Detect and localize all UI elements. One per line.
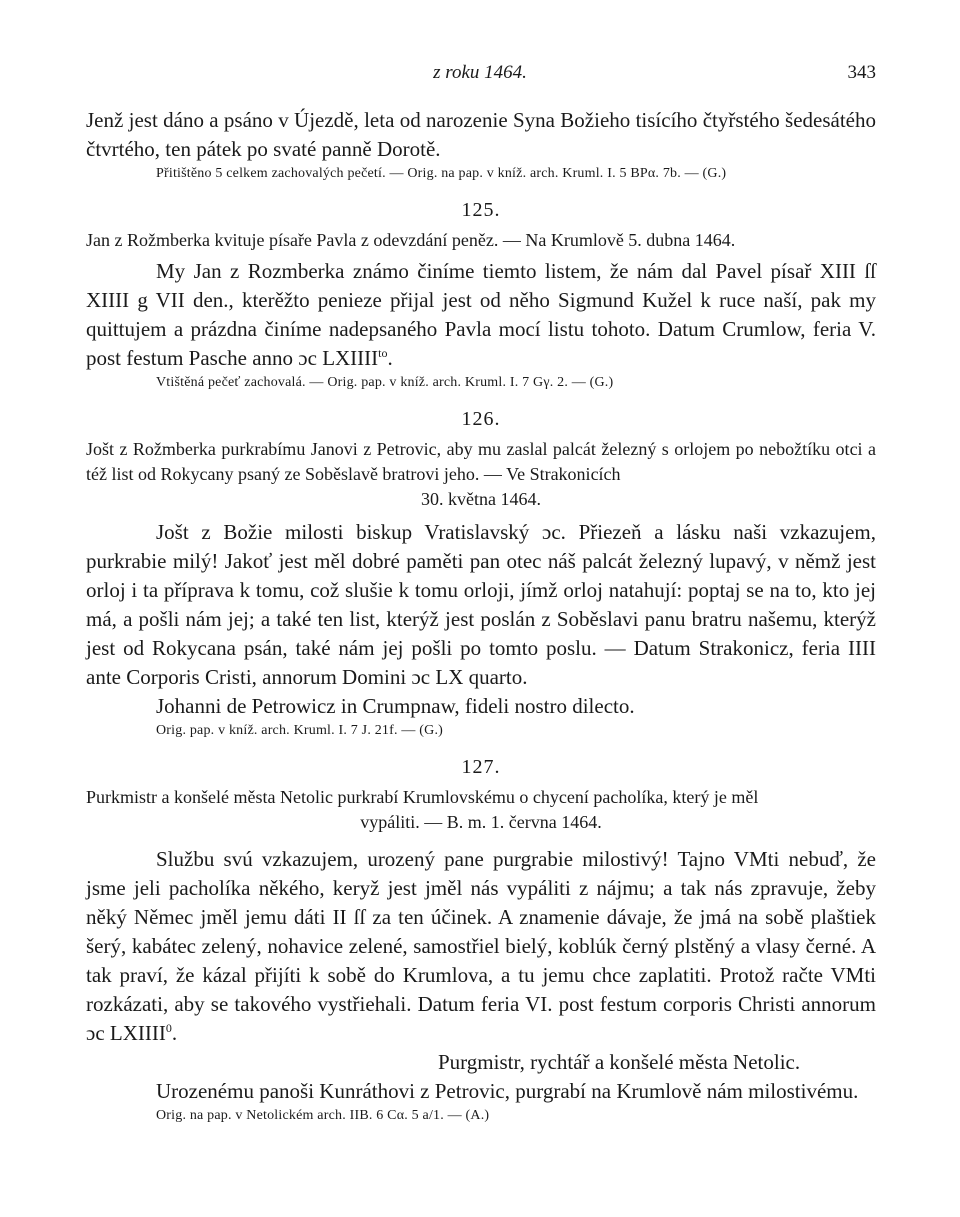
document-125-note: Vtištěná pečeť zachovalá. — Orig. pap. v kníž. arch. Kruml. I. 7 Gγ. 2. — (G.) xyxy=(156,375,614,390)
document-number-126: 126. xyxy=(461,408,501,430)
document-125-body-text: My Jan z Rozmberka známo činíme tiemto listem, že nám dal Pavel písař XIII ſſ XIIII g VII den., kterěžto penieze přijal jest od něho Sigmund Kužel k ruce naší, pak my quittujem a prázdna činíme nadepsaného Pavla mocí listu tohoto. Datum Crumlow, feria V. post festum Pasche anno ɔc LXIIII xyxy=(86,259,876,370)
prev-document-body: Jenž jest dáno a psáno v Újezdě, leta od narozenie Syna Božieho tisícího čtyřstého šedesátého čtvrtého, ten pátek po svaté panně Dorotě. xyxy=(86,108,876,161)
running-head xyxy=(0,62,960,88)
document-126-regest-date: 30. května 1464. xyxy=(421,489,541,509)
running-head-title: z roku 1464. xyxy=(433,62,527,83)
document-127-body-end: . xyxy=(171,1021,178,1045)
document-127-regest: Purkmistr a konšelé města Netolic purkrabí Krumlovskému o chycení pacholíka, který je měl xyxy=(86,787,759,807)
document-127-body-text: Službu svú vzkazujem, urozený pane purgrabie milostivý! Tajno VMti nebuď, že jsme jeli pacholíka někého, keryž jest jměl nás vypáliti z nájmu; a tak nás zpravuje, žeby něký Němec jměl jemu dáti II ſſ za ten účinek. A znamenie dávaje, že jmá na sobě plaštiek šerý, kabátec zelený, nohavice zelené, samostřiel bielý, koblúk černý plstěný a vlasy černé. A tak praví, že kázal přijíti k sobě do Krumlova, a tu jemu chce zaplatiti. Protož račte VMti rozkázati, aby se takového vystřiehali. Datum feria VI. post festum corporis Christi annorum ɔc LXIIII xyxy=(86,847,876,1045)
document-126-body: Jošt z Božie milosti biskup Vratislavský ɔc. Přiezeň a lásku naši vzkazujem, purkrabie milý! Jakoť jest měl dobré paměti pan otec náš palcát železný lupavý, v němž jest orloj i ta přípravа k tomu, což slušie k tomu orloji, jímž orloj natahují: poptaj se na to, kto jej má, a pošli nám jej; a také ten list, kterýž jest poslán z Soběslavi panu bratru našemu, kterýž jest od Rokycana psán, také nám jej pošli po tomto poslu. — Datum Strakonicz, feria IIII ante Corporis Cristi, annorum Domini ɔc LX quarto. xyxy=(86,520,876,689)
document-127-signature: Purgmistr, rychtář a konšelé města Netolic. xyxy=(438,1050,801,1074)
document-127-note: Orig. na pap. v Netolickém arch. IIB. 6 Cα. 5 a/1. — (A.) xyxy=(156,1108,490,1123)
page-content xyxy=(86,106,876,1126)
document-127-body xyxy=(86,845,876,1048)
document-126-note: Orig. pap. v kníž. arch. Kruml. I. 7 J. 21f. — (G.) xyxy=(156,723,444,738)
document-number-127: 127. xyxy=(461,756,501,778)
document-125-body xyxy=(86,257,876,373)
document-number-125: 125. xyxy=(461,199,501,221)
document-125-body-sup: to xyxy=(378,346,388,360)
document-126-regest: Jošt z Rožmberka purkrabímu Janovi z Petrovic, aby mu zaslal palcát železný s orlojem po nebožtíku otci a též list od Rokycany psaný ze Soběslavě bratrovi jeho. — Ve Strakonicích xyxy=(86,439,876,484)
document-127-regest-date: vypáliti. — B. m. 1. června 1464. xyxy=(360,812,602,832)
document-127-address: Urozenému panoši Kunráthovi z Petrovic, purgrabí na Krumlově nám milostivému. xyxy=(156,1079,859,1103)
page-number: 343 xyxy=(847,62,876,83)
prev-document-note: Přitištěno 5 celkem zachovalých pečetí. — Orig. na pap. v kníž. arch. Kruml. I. 5 BPα. 7b. — (G.) xyxy=(156,166,727,181)
document-126-address: Johanni de Petrowicz in Crumpnaw, fideli nostro dilecto. xyxy=(156,694,635,718)
document-125-body-end: . xyxy=(387,346,393,370)
document-127-body-sup: 0 xyxy=(165,1021,172,1035)
document-125-regest: Jan z Rožmberka kvituje písaře Pavla z odevzdání peněz. — Na Krumlově 5. dubna 1464. xyxy=(86,230,736,250)
